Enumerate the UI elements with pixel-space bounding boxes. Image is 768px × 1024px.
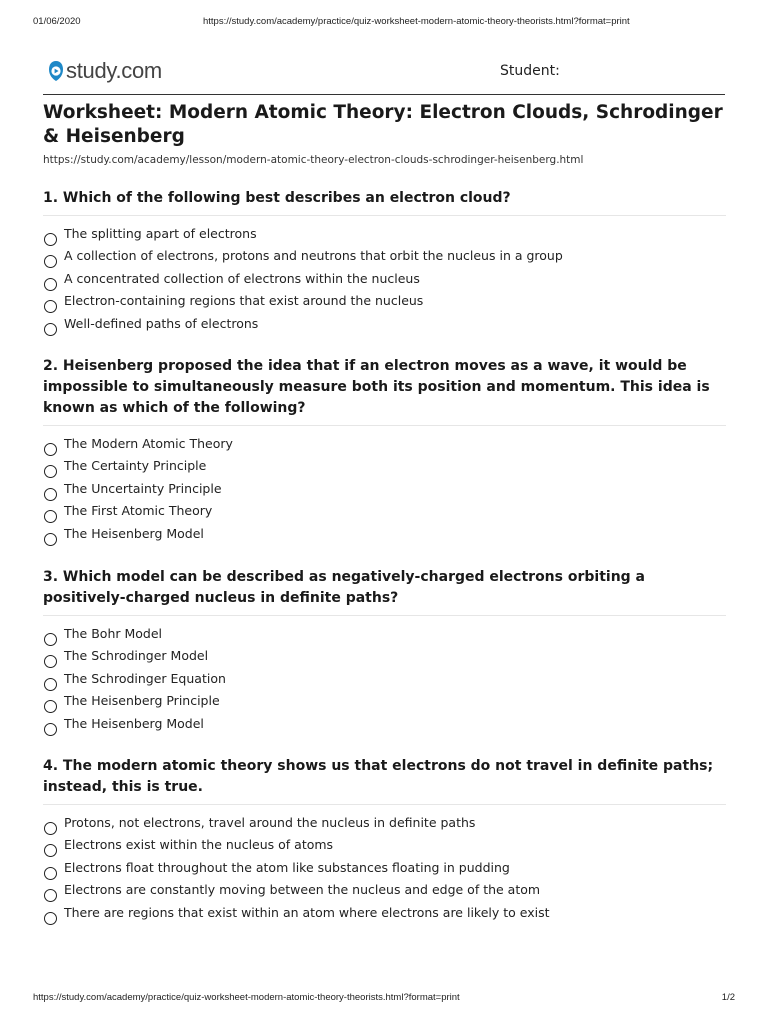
radio-circle-icon[interactable] (44, 700, 57, 713)
answer-option[interactable] (43, 860, 726, 882)
answer-option[interactable] (43, 316, 726, 338)
answer-options (43, 815, 726, 927)
question-1 (43, 188, 726, 338)
answer-option[interactable] (43, 671, 726, 693)
option-label: Well-defined paths of electrons (64, 315, 259, 331)
study-logo[interactable] (48, 56, 162, 86)
question-text: 2. Heisenberg proposed the idea that if an electron moves as a wave, it would be impossible to simultaneously measure both its position and momentum. This idea is known as which of the following? (43, 356, 726, 426)
option-label: Electrons exist within the nucleus of atoms (64, 837, 334, 853)
radio-circle-icon[interactable] (44, 233, 57, 246)
option-label: Electrons are constantly moving between the nucleus and edge of the atom (64, 882, 541, 898)
radio-circle-icon[interactable] (44, 633, 57, 646)
question-text: 4. The modern atomic theory shows us that electrons do not travel in definite paths; instead, this is true. (43, 756, 726, 805)
answer-option[interactable] (43, 436, 726, 458)
print-header (33, 16, 735, 30)
answer-options (43, 626, 726, 738)
answer-option[interactable] (43, 271, 726, 293)
option-label: Protons, not electrons, travel around the nucleus in definite paths (64, 815, 476, 830)
answer-option[interactable] (43, 716, 726, 738)
radio-circle-icon[interactable] (44, 822, 57, 835)
question-3 (43, 567, 726, 738)
option-label: The Modern Atomic Theory (64, 436, 233, 451)
option-label: The Heisenberg Model (64, 715, 204, 731)
option-label: The Schrodinger Equation (64, 670, 226, 686)
answer-option[interactable] (43, 837, 726, 859)
student-label: Student: (500, 63, 560, 79)
option-label: The Schrodinger Model (64, 648, 209, 664)
answer-option[interactable] (43, 481, 726, 503)
worksheet-title: Worksheet: Modern Atomic Theory: Electron Clouds, Schrodinger & Heisenberg (43, 102, 723, 147)
worksheet-header (43, 52, 725, 95)
option-label: The Certainty Principle (64, 458, 207, 474)
footer-url: https://study.com/academy/practice/quiz-worksheet-modern-atomic-theory-theorists.html?format=print (33, 992, 460, 1003)
answer-option[interactable] (43, 648, 726, 670)
answer-option[interactable] (43, 458, 726, 480)
option-label: There are regions that exist within an atom where electrons are likely to exist (64, 904, 550, 920)
question-text: 1. Which of the following best describes an electron cloud? (43, 188, 726, 216)
answer-option[interactable] (43, 526, 726, 548)
answer-options (43, 436, 726, 548)
radio-circle-icon[interactable] (44, 678, 57, 691)
answer-option[interactable] (43, 626, 726, 648)
option-label: The Uncertainty Principle (64, 480, 222, 496)
radio-circle-icon[interactable] (44, 443, 57, 456)
question-4 (43, 756, 726, 927)
radio-circle-icon[interactable] (44, 510, 57, 523)
radio-circle-icon[interactable] (44, 844, 57, 857)
radio-circle-icon[interactable] (44, 488, 57, 501)
answer-options (43, 226, 726, 338)
radio-circle-icon[interactable] (44, 323, 57, 336)
page-number: 1/2 (721, 992, 735, 1003)
option-label: The Heisenberg Model (64, 525, 204, 541)
question-text: 3. Which model can be described as negatively-charged electrons orbiting a positively-charged nucleus in definite paths? (43, 567, 726, 616)
radio-circle-icon[interactable] (44, 255, 57, 268)
option-label: A concentrated collection of electrons within the nucleus (64, 270, 420, 286)
option-label: The Heisenberg Principle (64, 693, 220, 709)
study-play-icon (48, 60, 64, 82)
option-label: A collection of electrons, protons and neutrons that orbit the nucleus in a group (64, 248, 563, 264)
option-label: The First Atomic Theory (64, 503, 213, 519)
option-label: Electron-containing regions that exist around the nucleus (64, 293, 424, 309)
radio-circle-icon[interactable] (44, 278, 57, 291)
radio-circle-icon[interactable] (44, 655, 57, 668)
radio-circle-icon[interactable] (44, 867, 57, 880)
radio-circle-icon[interactable] (44, 889, 57, 902)
answer-option[interactable] (43, 503, 726, 525)
radio-circle-icon[interactable] (44, 912, 57, 925)
print-url: https://study.com/academy/practice/quiz-worksheet-modern-atomic-theory-theorists.html?format=print (203, 16, 630, 27)
answer-option[interactable] (43, 248, 726, 270)
radio-circle-icon[interactable] (44, 465, 57, 478)
answer-option[interactable] (43, 693, 726, 715)
logo-text: study.com (66, 58, 162, 83)
option-label: The Bohr Model (64, 626, 163, 641)
option-label: The splitting apart of electrons (64, 226, 257, 241)
answer-option[interactable] (43, 882, 726, 904)
radio-circle-icon[interactable] (44, 533, 57, 546)
answer-option[interactable] (43, 905, 726, 927)
answer-option[interactable] (43, 815, 726, 837)
answer-option[interactable] (43, 293, 726, 315)
radio-circle-icon[interactable] (44, 723, 57, 736)
lesson-link[interactable]: https://study.com/academy/lesson/modern-atomic-theory-electron-clouds-schrodinger-heisenberg.html (43, 154, 584, 166)
option-label: Electrons float throughout the atom like substances floating in pudding (64, 859, 510, 875)
print-date: 01/06/2020 (33, 16, 81, 27)
question-2 (43, 356, 726, 548)
print-footer (33, 992, 735, 1006)
answer-option[interactable] (43, 226, 726, 248)
radio-circle-icon[interactable] (44, 300, 57, 313)
